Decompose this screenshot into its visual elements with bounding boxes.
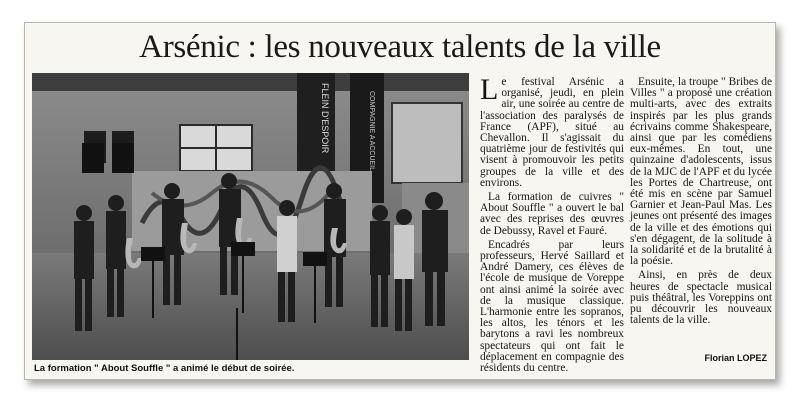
banner-right-text: COMPAGNIE A ACCUEIL xyxy=(368,91,375,172)
article-photo xyxy=(32,73,469,360)
banner-left-text: FLEIN D'ESPOIR xyxy=(320,83,330,154)
paragraph-2: La formation de cuivres " About Souffle " a ouvert le bal avec des reprises des œuvres de Debussy, Ravel et Fauré. xyxy=(480,191,624,237)
band-photo-illustration xyxy=(32,73,469,360)
byline: Florian LOPEZ xyxy=(704,353,767,363)
window xyxy=(392,103,462,183)
paragraph-1-text: e festival Arsénic a organisé, jeudi, en plein air, une soirée au centre de l'association des paralysés de France (APF), situé au Chevallon. Il s'agissait du quatrième jour de festivités qui visent à promouvoir les petits groupes de la ville et des environs. xyxy=(480,76,624,189)
paragraph-4: Ensuite, la troupe " Bribes de Villes " a proposé une création multi-arts, avec des extraits inspirés par les plus grands écrivains comme Shakespeare, ainsi que par les comédiens eux-mêmes. En tout, une quinzaine d'adolescents, issus de la MJC de l'APF et du lycée les Portes de Chartreuse, ont été mis en scène par Samuel Garnier et Jean-Paul Mas. Les jeunes ont présenté des images de la ville et des émotions qui s'en dégagent, de la solitude à la solidarité et de la brutalité à la poésie. xyxy=(630,76,772,268)
speaker xyxy=(82,143,104,173)
article-column-2 xyxy=(630,77,772,329)
paragraph-1 xyxy=(480,73,624,189)
photo-caption: La formation " About Souffle " a animé le début de soirée. xyxy=(34,363,295,374)
paragraph-5: Ainsi, en près de deux heures de spectacle musical puis théâtral, les Voreppins ont pu découvrir les nouveaux talents de la ville. xyxy=(630,269,772,327)
article-column-1 xyxy=(480,73,624,377)
paragraph-3: Encadrés par leurs professeurs, Hervé Saillard et André Damery, ces élèves de l'école de musique de Voreppe ont ainsi animé la soirée avec de la musique classique. L'harmonie entre les sopranos, les altos, les ténors et les barytons a ravi les nombreux spectateurs qui ont fait le déplacement en compagnie des résidents du centre. xyxy=(480,238,624,375)
speaker xyxy=(112,143,134,173)
drop-cap: L xyxy=(480,73,499,106)
headline: Arsénic : les nouveaux talents de la ville xyxy=(139,29,661,65)
newspaper-clipping xyxy=(24,22,776,380)
